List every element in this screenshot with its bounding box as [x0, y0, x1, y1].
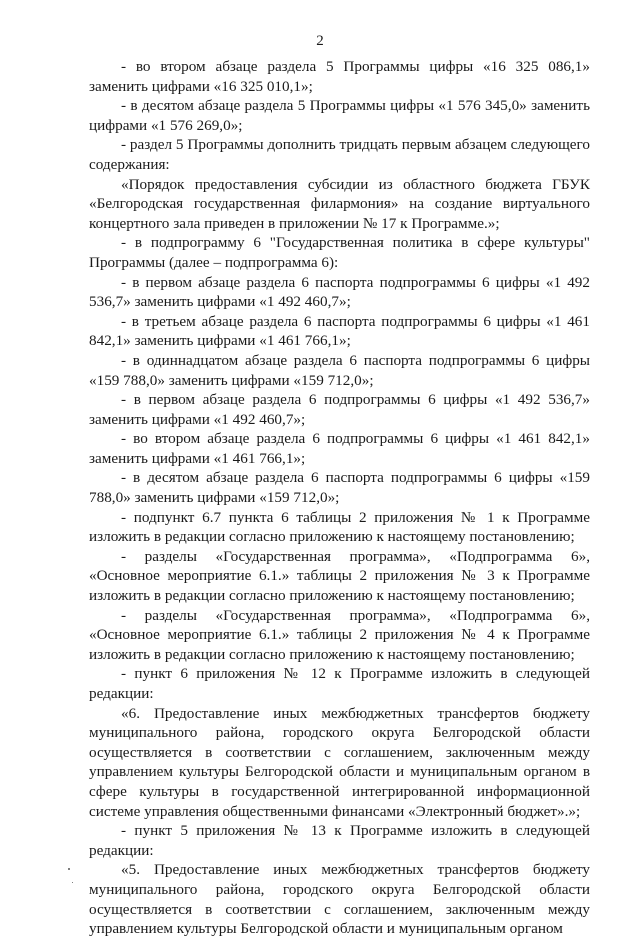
paragraph-17: - пункт 5 приложения № 13 к Программе изложить в следующей редакции:: [89, 822, 590, 859]
paragraph-1: - во втором абзаце раздела 5 Программы цифры «16 325 086,1» заменить цифрами «16 325 010,1»;: [89, 58, 590, 95]
paragraph-11: - в десятом абзаце раздела 6 паспорта подпрограммы 6 цифры «159 788,0» заменить цифрами «159 712,0»;: [89, 469, 590, 507]
paragraph-16: «6. Предоставление иных межбюджетных трансфертов бюджету муниципального района, городского округа Белгородской области осуществляется в соответствии с соглашением, заключенным между управлением культуры Белгородской области и муниципальным органом в сфере культуры в государственной интегрированной информационной системе управления общественными финансами «Электронный бюджет».»;: [89, 704, 590, 820]
paragraph-8: - в одиннадцатом абзаце раздела 6 паспорта подпрограммы 6 цифры «159 788,0» заменить цифрами «159 712,0»;: [89, 351, 590, 389]
paragraph-2: - в десятом абзаце раздела 5 Программы цифры «1 576 345,0» заменить цифрами «1 576 269,0»;: [89, 97, 590, 134]
paragraph-12: - подпункт 6.7 пункта 6 таблицы 2 приложения № 1 к Программе изложить в редакции согласно приложению к настоящему постановлению;: [89, 508, 590, 546]
paragraph-13: - разделы «Государственная программа», «Подпрограмма 6», «Основное мероприятие 6.1.» таблицы 2 приложения № 3 к Программе изложить в редакции согласно приложению к настоящему постановлению;: [89, 547, 590, 605]
paragraph-5: - в подпрограмму 6 "Государственная политика в сфере культуры" Программы (далее – подпрограмма 6):: [89, 234, 590, 271]
scan-speck: [68, 868, 70, 870]
paragraph-9: - в первом абзаце раздела 6 подпрограммы 6 цифры «1 492 536,7» заменить цифрами «1 492 460,7»;: [89, 391, 590, 428]
paragraph-6: - в первом абзаце раздела 6 паспорта подпрограммы 6 цифры «1 492 536,7» заменить цифрами «1 492 460,7»;: [89, 273, 590, 311]
paragraph-10: - во втором абзаце раздела 6 подпрограммы 6 цифры «1 461 842,1» заменить цифрами «1 461 766,1»;: [89, 430, 590, 467]
document-body: [89, 57, 590, 939]
paragraph-7: - в третьем абзаце раздела 6 паспорта подпрограммы 6 цифры «1 461 842,1» заменить цифрами «1 461 766,1»;: [89, 312, 590, 350]
paragraph-4: «Порядок предоставления субсидии из областного бюджета ГБУК «Белгородская государственная филармония» на создание виртуального концертного зала приведен в приложении № 17 к Программе.»;: [89, 175, 590, 232]
scan-speck: [72, 882, 73, 883]
paragraph-18: «5. Предоставление иных межбюджетных трансфертов бюджету муниципального района, городского округа Белгородской области осуществляется в соответствии с соглашением, заключенным между управлением культуры Белгородской области и муниципальным органом: [89, 861, 590, 938]
paragraph-14: - разделы «Государственная программа», «Подпрограмма 6», «Основное мероприятие 6.1.» таблицы 2 приложения № 4 к Программе изложить в редакции согласно приложению к настоящему постановлению;: [89, 606, 590, 663]
paragraph-15: - пункт 6 приложения № 12 к Программе изложить в следующей редакции:: [89, 665, 590, 702]
paragraph-3: - раздел 5 Программы дополнить тридцать первым абзацем следующего содержания:: [89, 136, 590, 173]
page-number: 2: [316, 33, 324, 49]
